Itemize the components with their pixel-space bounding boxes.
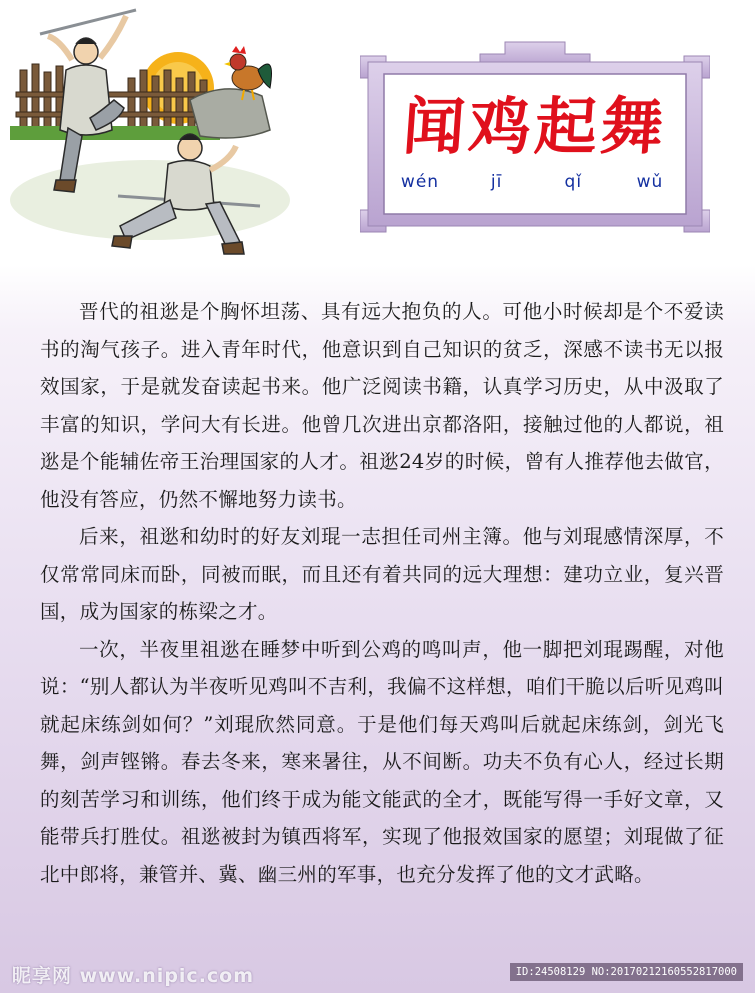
title-frame [360, 40, 710, 235]
pinyin-syllable: wén [400, 172, 440, 192]
pinyin-syllable: wǔ [636, 172, 664, 192]
sword-practice-illustration [0, 0, 300, 270]
story-text [40, 293, 724, 893]
watermark-id: ID:24508129 NO:20170212160552817000 [510, 963, 743, 981]
paragraph: 晋代的祖逖是个胸怀坦荡、具有远大抱负的人。可他小时候却是个不爱读书的淘气孩子。进入青年时代，他意识到自己知识的贫乏，深感不读书无以报效国家，于是就发奋读起书来。他广泛阅读书籍，认真学习历史，从中汲取了丰富的知识，学问大有长进。他曾几次进出京都洛阳，接触过他的人都说，祖逖是个能辅佐帝王治理国家的人才。祖逖24岁的时候，曾有人推荐他去做官，他没有答应，仍然不懈地努力读书。 [40, 300, 724, 511]
title-hanzi: 闻鸡起舞 [400, 90, 670, 163]
title-pinyin [400, 172, 670, 192]
story-illustration [0, 0, 300, 270]
paragraph: 一次，半夜里祖逖在睡梦中听到公鸡的鸣叫声，他一脚把刘琨踢醒，对他说：“别人都认为半夜听见鸡叫不吉利，我偏不这样想，咱们干脆以后听见鸡叫就起床练剑如何？”刘琨欣然同意。于是他们每天鸡叫后就起床练剑，剑光飞舞，剑声铿锵。春去冬来，寒来暑往，从不间断。功夫不负有心人，经过长期的刻苦学习和训练，他们终于成为能文能武的全才，既能写得一手好文章，又能带兵打胜仗。祖逖被封为镇西将军，实现了他报效国家的愿望；刘琨做了征北中郎将，兼管并、冀、幽三州的军事，也充分发挥了他的文才武略。 [40, 637, 724, 886]
pinyin-syllable: qǐ [564, 172, 583, 192]
pinyin-syllable: jī [490, 172, 503, 192]
rock [190, 89, 270, 138]
watermark-logo: 昵享网 www.nipic.com [12, 965, 255, 987]
paragraph: 后来，祖逖和幼时的好友刘琨一志担任司州主簿。他与刘琨感情深厚，不仅常常同床而卧，同被而眠，而且还有着共同的远大理想：建功立业，复兴晋国，成为国家的栋梁之才。 [40, 525, 724, 623]
